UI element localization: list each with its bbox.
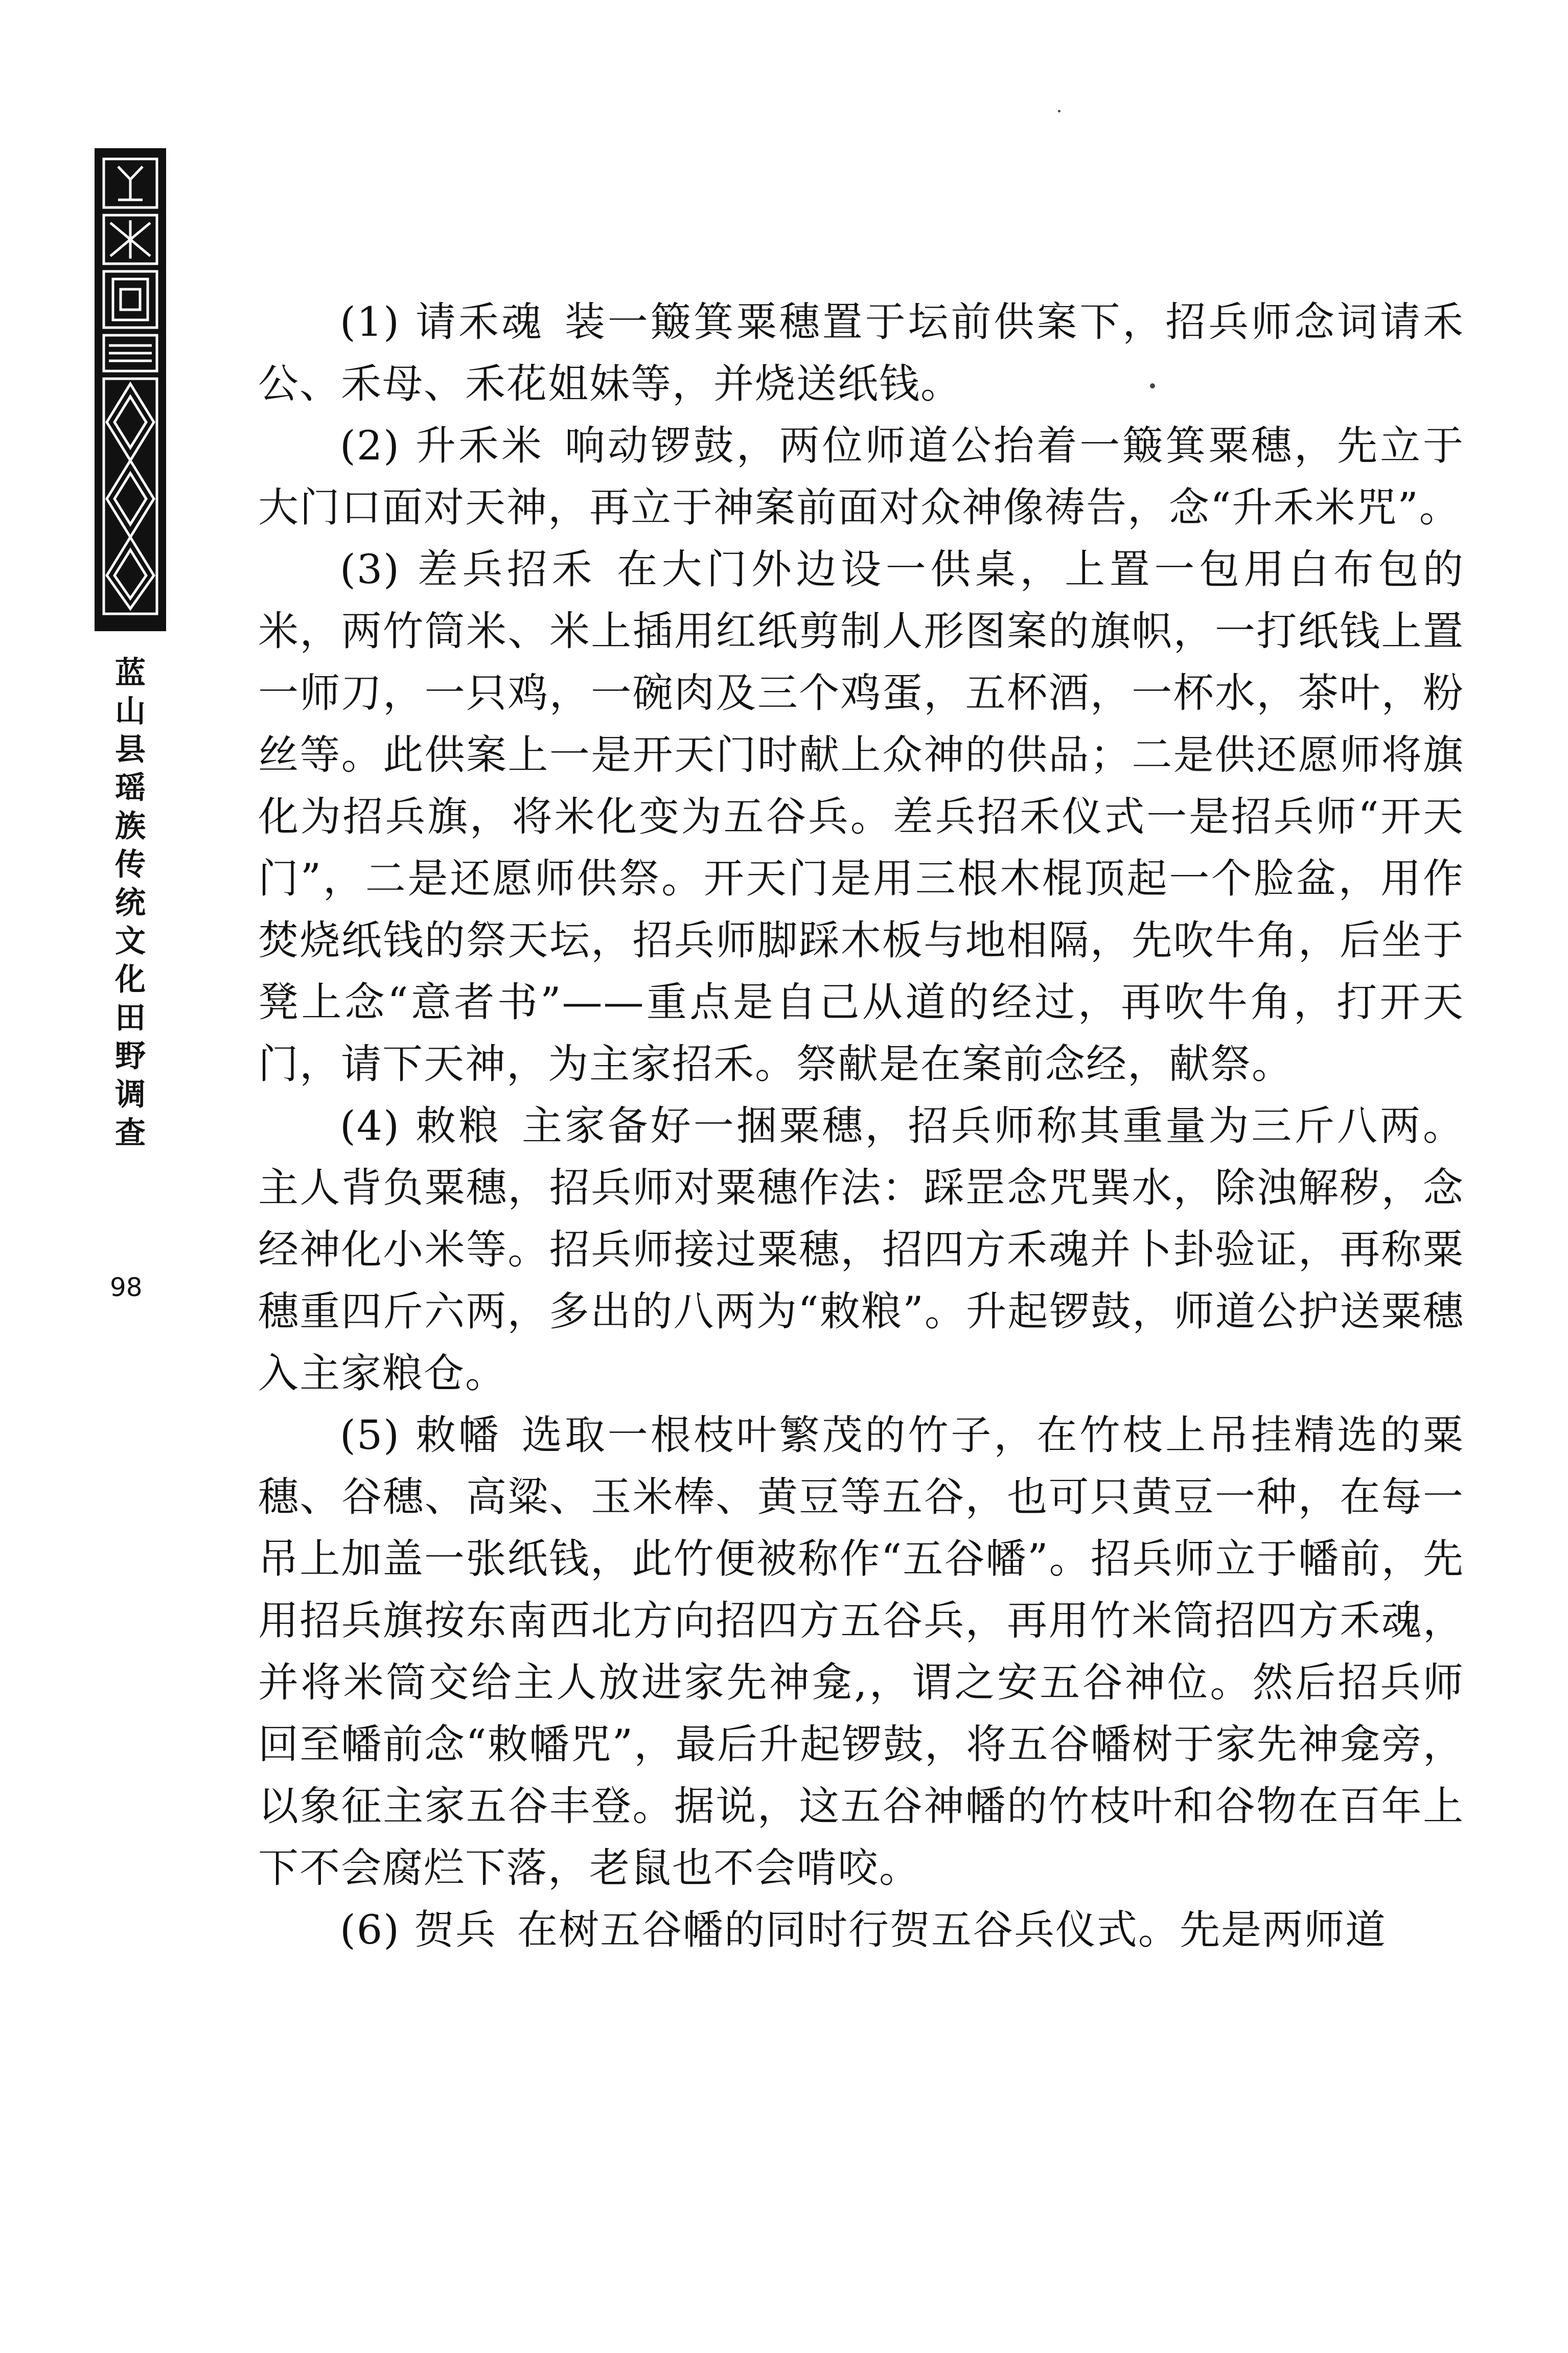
book-title-char: 瑶 (115, 770, 146, 806)
book-title-char: 统 (115, 885, 146, 921)
book-title-char: 查 (115, 1115, 146, 1151)
paragraph-heading: (6) 贺兵 (340, 1906, 497, 1953)
book-title-char: 蓝 (115, 655, 146, 691)
book-title-char: 田 (115, 1000, 146, 1036)
book-title-char: 野 (115, 1039, 146, 1074)
book-title-char: 族 (115, 809, 146, 844)
book-title-char: 传 (115, 847, 146, 883)
scan-speck (1058, 110, 1060, 112)
book-title-vertical (95, 654, 166, 1152)
page-number: 98 (110, 1273, 143, 1302)
book-title-char: 山 (115, 694, 146, 729)
book-title-char: 县 (115, 732, 146, 768)
paragraph-5 (258, 1404, 1464, 1899)
book-title-char: 化 (115, 962, 146, 998)
paragraph-body: 选取一根枝叶繁茂的竹子，在竹枝上吊挂精选的粟穗、谷穗、高粱、玉米棒、黄豆等五谷，也可只黄豆一种，在每一吊上加盖一张纸钱，此竹便被称作“五谷幡”。招兵师立于幡前，先用招兵旗按东南西北方向招四方五谷兵，再用竹米筒招四方禾魂，并将米筒交给主人放进家先神龛,，谓之安五谷神位。然后招兵师回至幡前念“敕幡咒”，最后升起锣鼓，将五谷幡树于家先神龛旁，以象征主家五谷丰登。据说，这五谷神幡的竹枝叶和谷物在百年上下不会腐烂下落，老鼠也不会啃咬。 (258, 1412, 1465, 1891)
paragraph-1 (258, 291, 1464, 415)
paragraph-body: 在大门外边设一供桌，上置一包用白布包的米，两竹筒米、米上插用红纸剪制人形图案的旗帜，一打纸钱上置一师刀，一只鸡，一碗肉及三个鸡蛋，五杯酒，一杯水，茶叶，粉丝等。此供案上一是开天门时献上众神的供品；二是供还愿师将旗化为招兵旗，将米化变为五谷兵。差兵招禾仪式一是招兵师“开天门”，二是还愿师供祭。开天门是用三根木棍顶起一个脸盆，用作焚烧纸钱的祭天坛，招兵师脚踩木板与地相隔，先吹牛角，后坐于凳上念“意者书”——重点是自己从道的经过，再吹牛角，打开天门，请下天神，为主家招禾。祭献是在案前念经，献祭。 (258, 546, 1465, 1088)
paragraph-body: 主家备好一捆粟穗，招兵师称其重量为三斤八两。主人背负粟穗，招兵师对粟穗作法：踩罡念咒巽水，除浊解秽，念经神化小米等。招兵师接过粟穗，招四方禾魂并卜卦验证，再称粟穗重四斤六两，多出的八两为“敕粮”。升起锣鼓，师道公护送粟穗入主家粮仓。 (258, 1102, 1465, 1397)
paragraph-6 (258, 1899, 1464, 1961)
decorative-pattern-band (95, 148, 166, 631)
paragraph-body: 在树五谷幡的同时行贺五谷兵仪式。先是两师道 (517, 1906, 1387, 1953)
paragraph-heading: (1) 请禾魂 (340, 298, 544, 345)
paragraph-heading: (4) 敕粮 (340, 1102, 501, 1149)
paragraph-2 (258, 415, 1464, 539)
paragraph-heading: (5) 敕幡 (340, 1412, 501, 1459)
paragraph-4 (258, 1095, 1464, 1404)
decorative-pattern-icon (98, 151, 163, 628)
paragraph-body: 响动锣鼓，两位师道公抬着一簸箕粟穗，先立于大门口面对天神，再立于神案前面对众神像祷告，念“升禾米咒”。 (258, 422, 1465, 531)
paragraph-heading: (3) 差兵招禾 (340, 546, 597, 593)
paragraph-3 (258, 539, 1464, 1095)
book-title-char: 调 (115, 1077, 146, 1113)
book-title-char: 文 (115, 924, 146, 959)
paragraph-body: 装一簸箕粟穗置于坛前供案下，招兵师念词请禾公、禾母、禾花姐妹等，并烧送纸钱。 (258, 298, 1465, 407)
paragraph-heading: (2) 升禾米 (340, 422, 544, 469)
main-body-text (258, 291, 1464, 1961)
